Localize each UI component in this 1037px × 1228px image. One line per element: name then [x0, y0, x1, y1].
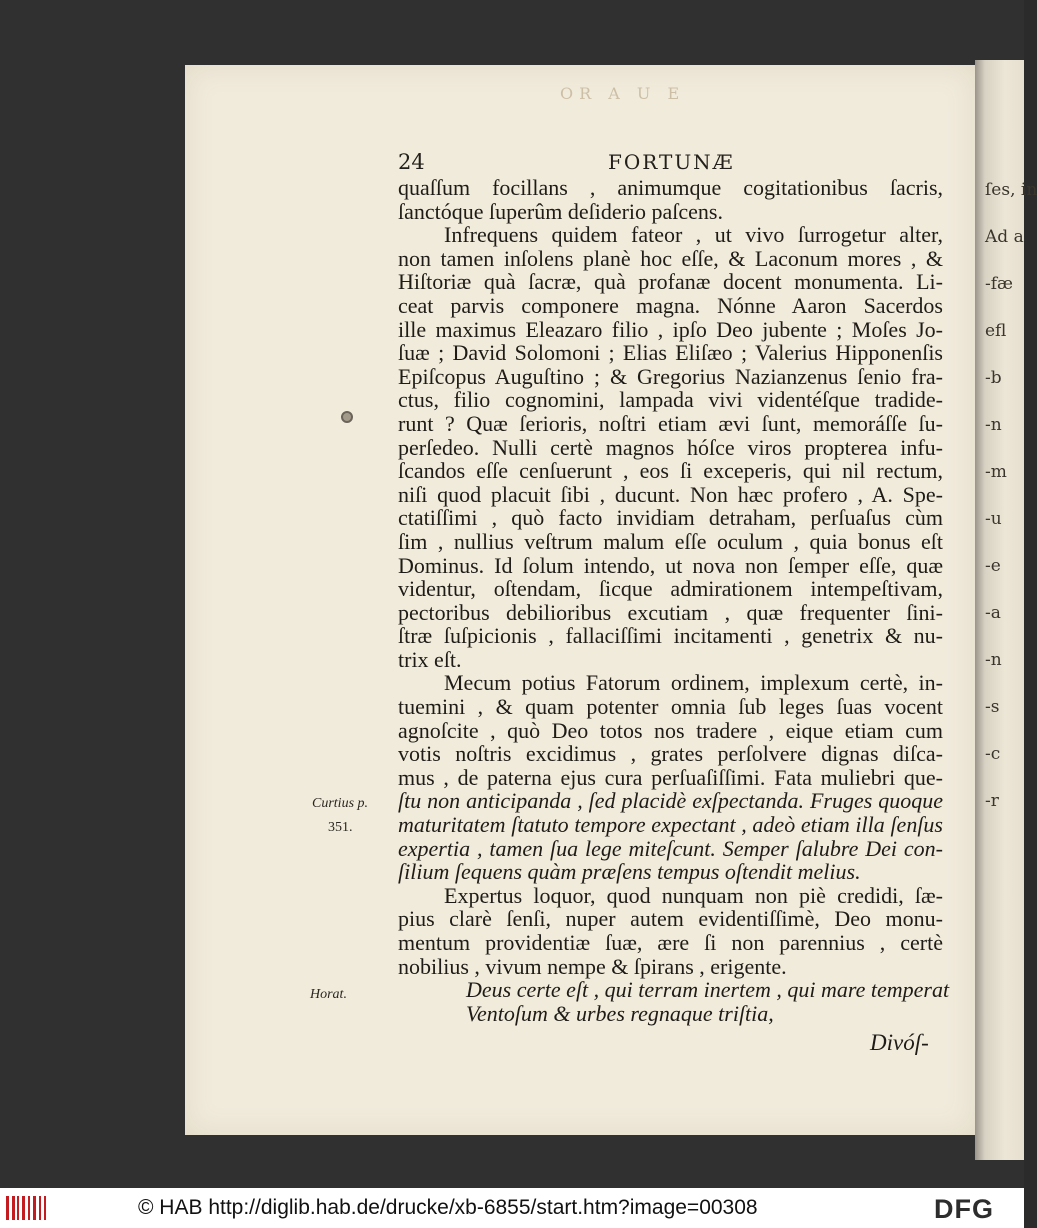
dfg-logo: DFG [934, 1194, 994, 1224]
text-line: maturitatem ſtatuto tempore expectant , adeò etiam illa ſenſus [398, 812, 943, 838]
text-line: ctus, filio cognomini, lampada vivi videntéſque tradide- [398, 387, 943, 413]
text-line: agnoſcite , quò Deo totos nos tradere , eique etiam cum [398, 717, 943, 743]
facing-page-fragment: -e [985, 556, 1001, 576]
text-line: videntur, oſtendam, ſicque admirationem intempeſtivam, [398, 576, 943, 602]
facing-page-fragment: -n [985, 415, 1002, 435]
facing-page-fragment: Ad a [985, 227, 1024, 247]
margin-note-horat: Horat. [310, 987, 347, 1002]
text-line: ſim , nullius veſtrum malum eſſe oculum , quia bonus eſt [398, 528, 943, 554]
page-number: 24 [398, 150, 425, 174]
text-line: perſedeo. Nulli certè magnos hóſce viros propterea infu- [398, 434, 943, 460]
facing-page-fragment: -c [985, 744, 1001, 764]
ink-spot [341, 411, 353, 423]
margin-note-curtius-page: 351. [328, 820, 353, 835]
text-line: ctatiſſimi , quò facto invidiam detraham, perſuaſus cùm [398, 505, 943, 531]
facing-page-fragment: -n [985, 650, 1002, 670]
text-line: mus , de paterna ejus cura perſuaſiſſimi. Fata muliebri que- [398, 764, 943, 790]
text-line: expertia , tamen ſua lege miteſcunt. Semper ſalubre Dei con- [398, 835, 943, 861]
text-line: quaſſum focillans , animumque cogitationibus ſacris, [398, 175, 943, 200]
facing-page-edge [975, 60, 1037, 1160]
facing-page-fragment: -m [985, 462, 1007, 482]
facing-page-fragment: -s [985, 697, 1000, 717]
facing-page-fragment: -a [985, 603, 1001, 623]
margin-note-curtius: Curtius p. [312, 796, 369, 811]
text-line: nobilius , vivum nempe & ſpirans , erigente. [398, 953, 787, 979]
text-line: ſcandos eſſe cenſuerunt , eos ſi exceperis, qui nil rectum, [398, 458, 943, 484]
text-line: ceat parvis componere magna. Nónne Aaron Sacerdos [398, 292, 943, 318]
facing-page-fragment: efl [985, 321, 1007, 341]
verse-line: Deus certe eſt , qui terram inertem , qui mare temperat [466, 977, 950, 1003]
footer-bar [0, 1188, 1024, 1228]
verse-line: Ventoſum & urbes regnaque triſtia, [466, 1000, 774, 1026]
facing-page-fragment: ſes, in [985, 180, 1037, 200]
facing-page-fragment: -fæ [985, 274, 1014, 294]
text-line: non tamen inſolens planè hoc eſſe, & Laconum mores , & [398, 245, 943, 271]
facing-page-fragment: -u [985, 509, 1002, 529]
catchword: Divóſ- [870, 1030, 929, 1055]
facing-page-fragment: -b [985, 368, 1002, 388]
text-line: Hiſtoriæ quà ſacræ, quà profanæ docent monumenta. Li- [398, 269, 943, 295]
text-line: tuemini , & quam potenter omnia ſub leges ſuas vocent [398, 694, 943, 720]
text-line: ſuæ ; David Solomoni ; Elias Eliſæo ; Valerius Hipponenſis [398, 340, 943, 366]
text-line: ille maximus Eleazaro filio , ipſo Deo jubente ; Moſes Jo- [398, 316, 943, 342]
hab-barcode-icon [6, 1196, 46, 1220]
text-line: Infrequens quidem fateor , ut vivo ſurrogetur alter, [444, 222, 943, 248]
text-line: votis noſtris excidimus , grates perſolvere dignas diſca- [398, 741, 943, 767]
text-line: ſilium ſequens quàm præſens tempus oſtendit melius. [398, 859, 861, 885]
running-title: FORTUNÆ [608, 150, 735, 174]
facing-page-fragment: -r [985, 791, 999, 811]
text-line: Mecum potius Fatorum ordinem, implexum certè, in- [444, 670, 943, 696]
show-through-text: OR A U E [560, 84, 686, 103]
text-line: Epiſcopus Auguſtino ; & Gregorius Nazianzenus ſenio fra- [398, 363, 943, 389]
text-line: ſanctóque ſuperûm deſiderio paſcens. [398, 198, 723, 224]
text-line: pius clarè ſenſi, nuper autem evidentiſſimè, Deo monu- [398, 906, 943, 932]
text-line: ſtu non anticipanda , ſed placidè exſpectanda. Fruges quoque [398, 788, 943, 814]
text-line: Dominus. Id ſolum intendo, ut nova non ſemper eſſe, quæ [398, 552, 943, 578]
text-line: Expertus loquor, quod nunquam non piè credidi, ſæ- [444, 882, 943, 908]
text-line: niſi quod placuit ſibi , ducunt. Non hæc profero , A. Spe- [398, 481, 943, 507]
text-line: trix eſt. [398, 646, 462, 672]
copyright-url: © HAB http://diglib.hab.de/drucke/xb-6855/start.htm?image=00308 [138, 1196, 758, 1219]
body-text [398, 175, 950, 1026]
text-line: pectoribus debilioribus excutiam , quæ frequenter ſini- [398, 599, 943, 625]
text-line: mentum providentiæ ſuæ, ære ſi non parennius , certè [398, 930, 943, 955]
text-line: runt ? Quæ ſerioris, noſtri etiam ævi ſunt, memoráſſe ſu- [398, 410, 943, 436]
text-line: ſtræ ſuſpicionis , fallaciſſimi incitamenti , genetrix & nu- [398, 623, 943, 649]
